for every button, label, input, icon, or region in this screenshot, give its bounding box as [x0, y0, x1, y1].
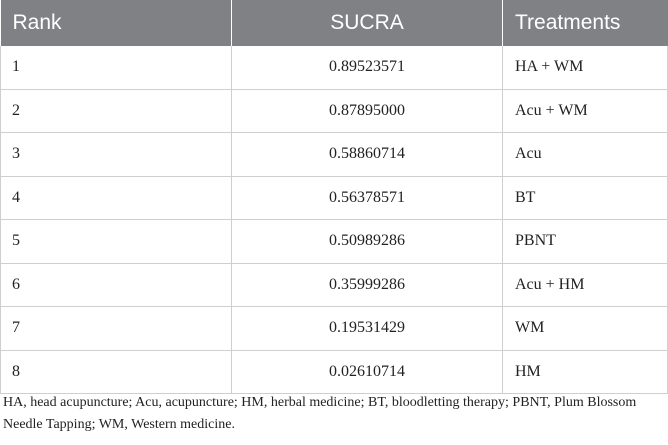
- sucra-cell: 0.50989286: [232, 220, 503, 264]
- rank-cell: 8: [1, 350, 232, 394]
- sucra-cell: 0.87895000: [232, 89, 503, 133]
- table-row: [1, 350, 668, 394]
- header-sucra: SUCRA: [232, 0, 503, 46]
- sucra-cell: 0.19531429: [232, 307, 503, 351]
- table-body: [1, 46, 668, 394]
- sucra-cell: 0.89523571: [232, 46, 503, 89]
- table-row: [1, 263, 668, 307]
- table-header: [1, 0, 668, 46]
- header-row: [1, 0, 668, 46]
- rank-cell: 5: [1, 220, 232, 264]
- rank-cell: 2: [1, 89, 232, 133]
- treatment-cell: Acu + HM: [503, 263, 668, 307]
- treatment-cell: Acu + WM: [503, 89, 668, 133]
- rank-cell: 3: [1, 133, 232, 177]
- table-footnote: HA, head acupuncture; Acu, acupuncture; HM, herbal medicine; BT, bloodletting therapy; PBNT, Plum Blossom Needle Tapping; WM, Western medicine.: [3, 395, 637, 432]
- table-row: [1, 176, 668, 220]
- table-row: [1, 46, 668, 89]
- header-treatments: Treatments: [503, 0, 668, 46]
- sucra-cell: 0.02610714: [232, 350, 503, 394]
- table-row: [1, 89, 668, 133]
- treatment-cell: PBNT: [503, 220, 668, 264]
- table-row: [1, 307, 668, 351]
- header-rank: Rank: [1, 0, 232, 46]
- rank-cell: 1: [1, 46, 232, 89]
- table-row: [1, 220, 668, 264]
- rank-cell: 7: [1, 307, 232, 351]
- treatment-cell: WM: [503, 307, 668, 351]
- treatment-cell: BT: [503, 176, 668, 220]
- treatment-cell: HA + WM: [503, 46, 668, 89]
- rank-cell: 6: [1, 263, 232, 307]
- sucra-cell: 0.35999286: [232, 263, 503, 307]
- sucra-cell: 0.58860714: [232, 133, 503, 177]
- rank-cell: 4: [1, 176, 232, 220]
- sucra-cell: 0.56378571: [232, 176, 503, 220]
- table-row: [1, 133, 668, 177]
- treatment-cell: HM: [503, 350, 668, 394]
- treatment-cell: Acu: [503, 133, 668, 177]
